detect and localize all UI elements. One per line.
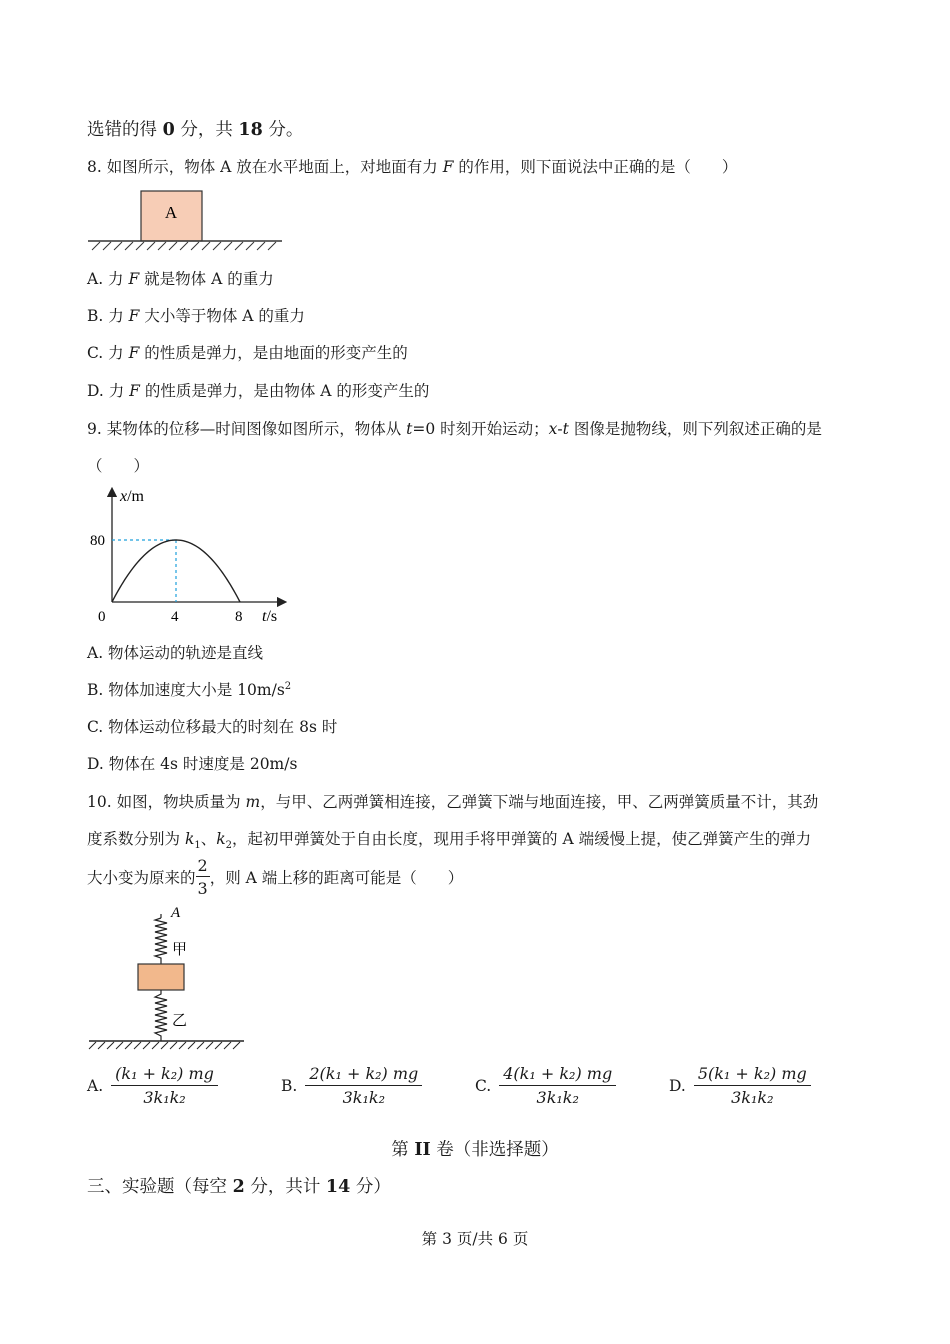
q9-stem-blank: （ ）: [87, 457, 150, 475]
section-title: 第 II 卷（非选择题）: [391, 1140, 559, 1160]
q10-option-c[interactable]: C. $\frac{\text{4(k₁ + k₂) mg}}{\text{3k₁k₂}}$: [475, 1064, 616, 1107]
q10-option-a[interactable]: A. $\frac{\text{(k₁ + k₂) mg}}{\text{3k₁k₂}}$: [87, 1064, 218, 1107]
q10-stem-line1: 10. 如图，物块质量为 m，与甲、乙两弹簧相连接，乙弹簧下端与地面连接，甲、乙两弹簧质量不计，其劲: [87, 793, 819, 811]
q10-stem-line2: 度系数分别为 $k_1$、$k_2$，起初甲弹簧处于自由长度，现用手将甲弹簧的 A 端缓慢上提，使乙弹簧产生的弹力: [87, 830, 812, 852]
q9-stem: 9. 某物体的位移—时间图像如图所示，物体从 t=0 时刻开始运动；x-t 图像是抛物线，则下列叙述正确的是: [87, 420, 822, 438]
origin-label: 0: [98, 609, 106, 625]
spring-yi: [155, 990, 167, 1041]
q8-option-a[interactable]: A. 力 F 就是物体 A 的重力: [87, 270, 274, 288]
label-yi: 乙: [172, 1013, 188, 1029]
q10-option-b[interactable]: B. $\frac{\text{2(k₁ + k₂) mg}}{\text{3k₁k₂}}$: [281, 1064, 422, 1107]
q10-stem-line3: 大小变为原来的 $\frac{2}{3}$ ，则 A 端上移的距离可能是（ ）: [87, 856, 464, 898]
ground-hatch: [92, 242, 276, 250]
q9-option-b[interactable]: B. 物体加速度大小是 $10m/s^2$: [87, 680, 292, 699]
q8-figure: [86, 188, 286, 252]
q8-option-b[interactable]: B. 力 F 大小等于物体 A 的重力: [87, 307, 305, 325]
scoring-note: 选错的得 0 分，共 18 分。: [87, 120, 304, 140]
label-a: A: [171, 905, 181, 921]
y-tick-label: 80: [90, 533, 105, 549]
block-a-label: A: [164, 203, 178, 222]
q8-option-c[interactable]: C. 力 F 的性质是弹力，是由地面的形变产生的: [87, 344, 408, 362]
label-jia: 甲: [172, 942, 188, 958]
section-3-heading: 三、实验题（每空 2 分，共计 14 分）: [87, 1177, 391, 1197]
x-tick-label: 8: [235, 609, 243, 625]
q10-option-d[interactable]: D. $\frac{\text{5(k₁ + k₂) mg}}{\text{3k₁k₂}}$: [669, 1064, 811, 1107]
q8-option-d[interactable]: D. 力 F 的性质是弹力，是由物体 A 的形变产生的: [87, 382, 430, 400]
q9-option-a[interactable]: A. 物体运动的轨迹是直线: [87, 644, 264, 662]
ground-hatch: [89, 1042, 240, 1049]
spring-jia: [155, 918, 167, 964]
x-axis-label: t/s: [262, 608, 278, 625]
x-tick-label: 4: [171, 609, 179, 625]
page-footer: 第 3 页/共 6 页: [421, 1230, 529, 1248]
q9-option-c[interactable]: C. 物体运动位移最大的时刻在 8s 时: [87, 718, 338, 736]
xt-chart: [80, 484, 300, 629]
mass-block: [138, 964, 184, 990]
y-axis-label: x/m: [120, 488, 144, 505]
q10-spring-figure: [86, 900, 251, 1052]
q8-stem: 8. 如图所示，物体 A 放在水平地面上，对地面有力 F 的作用，则下面说法中正确的是（ ）: [87, 158, 738, 176]
q9-option-d[interactable]: D. 物体在 4s 时速度是 20m/s: [87, 755, 298, 773]
two-thirds-fraction: $\frac{2}{3}$: [197, 856, 208, 898]
